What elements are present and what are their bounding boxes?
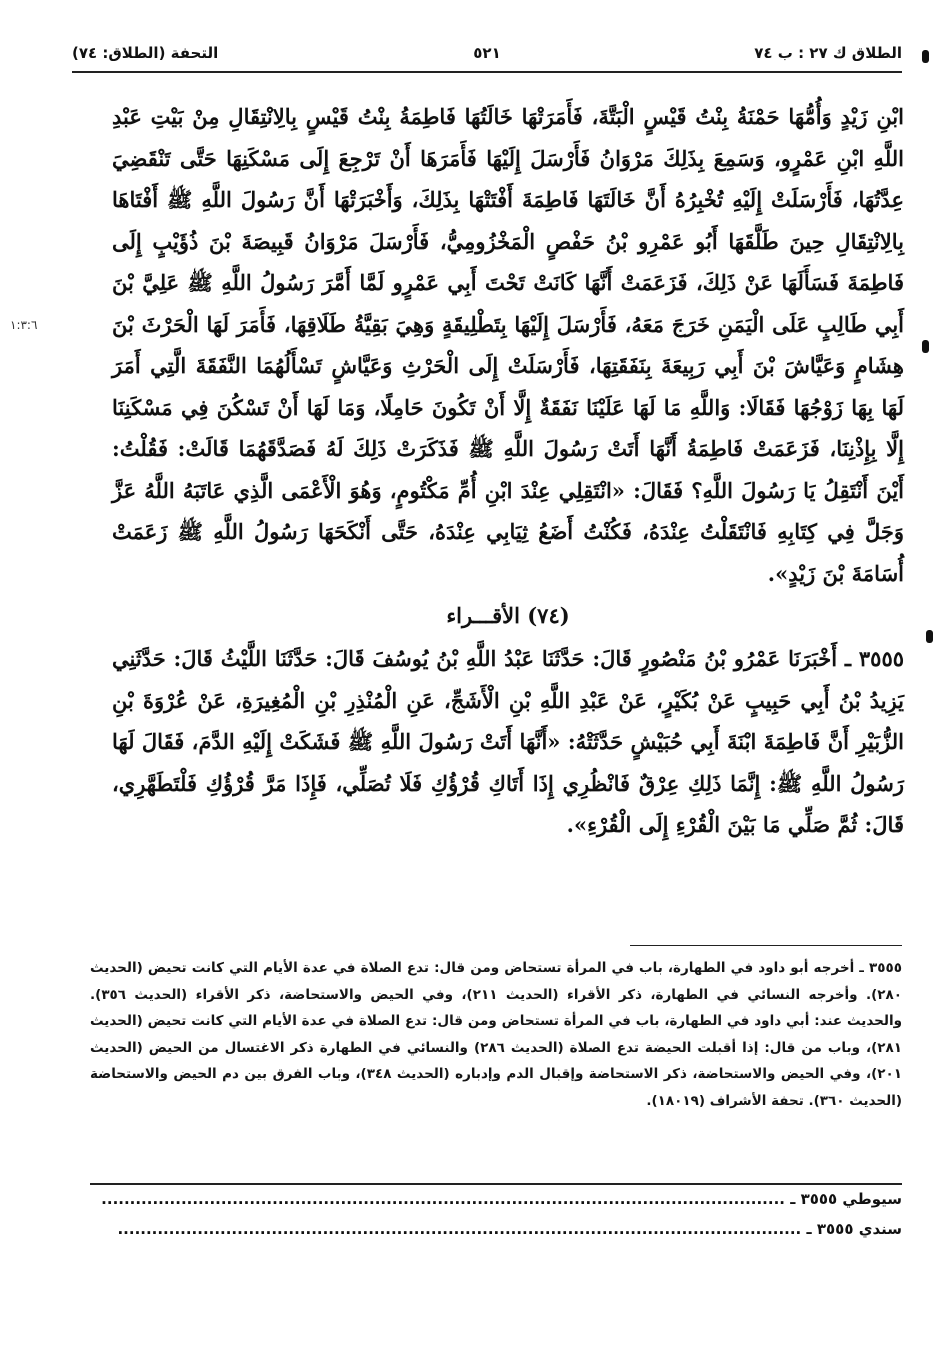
- footnote-divider: [630, 945, 902, 946]
- reference-line-sindi: [90, 1220, 902, 1244]
- binding-hole-mark: [926, 630, 933, 643]
- page-header: [72, 38, 902, 72]
- reference-dots: ........................................................................................................................: [101, 1190, 785, 1208]
- footnote: [90, 955, 902, 1114]
- header-divider: [72, 71, 902, 73]
- hadith-number: ٣٥٥٥ ـ: [844, 646, 905, 671]
- hadith-paragraph: [112, 638, 904, 846]
- header-chapter-ref: الطلاق ك ٢٧ : ب ٧٤: [754, 44, 902, 62]
- hadith-text: أَخْبَرَنَا عَمْرُو بْنُ مَنْصُورٍ قَالَ: حَدَّثَنَا عَبْدُ اللَّهِ بْنُ يُوسُفَ قَالَ: حَدَّثَنَا اللَّيْثُ قَالَ: حَدَّثَنِي يَزِيدُ بْنُ أَبِي حَبِيبٍ عَنْ بُكَيْرٍ، عَنْ عَبْدِ اللَّهِ بْنِ الْأَشَجِّ، عَنِ الْمُنْذِرِ بْنِ الْمُغِيرَةِ، عَنْ عُرْوَةَ بْنِ الزُّبَيْرِ أَنَّ فَاطِمَةَ ابْنَةَ أَبِي حُبَيْشٍ حَدَّثَتْهُ: «أَنَّهَا أَتَتْ رَسُولَ اللَّهِ ﷺ فَشَكَتْ إِلَيْهِ الدَّمَ، فَقَالَ لَهَا رَسُولُ اللَّهِ ﷺ: إِنَّمَا ذَلِكِ عِرْقٌ فَانْظُرِي إِذَا أَتَاكِ قُرْؤُكِ فَلَا تُصَلِّي، فَإِذَا مَرَّ قُرْؤُكِ فَلْتَطَهَّرِي، قَالَ: ثُمَّ صَلِّي مَا بَيْنَ الْقُرْءِ إِلَى الْقُرْءِ».: [112, 646, 904, 837]
- footnote-text: ٣٥٥٥ ـ أخرجه أبو داود في الطهارة، باب في المرأة تستحاض ومن قال: تدع الصلاة في عدة الأيام التي كانت تحيض (الحديث ٢٨٠). وأخرجه النسائي في الطهارة، ذكر الأقراء (الحديث ٢١١)، وفي الحيض والاستحاضة، ذكر الأقراء (الحديث ٣٥٦). والحديث عند: أبي داود في الطهارة، باب في المرأة تستحاض ومن قال: تدع الصلاة في عدة الأيام التي كانت تحيض (الحديث ٢٨١)، وباب من قال: إذا أقبلت الحيضة تدع الصلاة (الحديث ٢٨٦) والنسائي في الطهارة ذكر الاغتسال من الحيض (الحديث ٢٠١)، وفي الحيض والاستحاضة، ذكر الاستحاضة وإقبال الدم وإدباره (الحديث ٣٤٨)، وباب الفرق بين دم الحيض والاستحاضة (الحديث ٣٦٠). تحفة الأشراف (١٨٠١٩).: [90, 960, 902, 1109]
- narration-paragraph: ابْنِ زَيْدٍ وَأُمُّهَا حَمْنَةُ بِنْتُ قَيْسٍ الْبَتَّةَ، فَأَمَرَتْهَا خَالَتُهَا فَاطِمَةُ بِنْتُ قَيْسٍ بِالِانْتِقَالِ مِنْ بَيْتِ عَبْدِ اللَّهِ ابْنِ عَمْرٍو، وَسَمِعَ بِذَلِكَ مَرْوَانُ فَأَرْسَلَ إِلَيْهَا فَأَمَرَهَا أَنْ تَرْجِعَ إِلَى مَسْكَنِهَا حَتَّى تَنْقَضِيَ عِدَّتُهَا، فَأَرْسَلَتْ إِلَيْهِ تُخْبِرُهُ أَنَّ خَالَتَهَا فَاطِمَةَ أَفْتَتْهَا بِذَلِكَ، وَأَخْبَرَتْهَا أَنَّ رَسُولَ اللَّهِ ﷺ أَفْتَاهَا بِالِانْتِقَالِ حِينَ طَلَّقَهَا أَبُو عَمْرِو بْنُ حَفْصٍ الْمَخْزُومِيُّ، فَأَرْسَلَ مَرْوَانُ قَبِيصَةَ بْنَ ذُؤَيْبٍ إِلَى فَاطِمَةَ فَسَأَلَهَا عَنْ ذَلِكَ، فَزَعَمَتْ أَنَّهَا كَانَتْ تَحْتَ أَبِي عَمْرٍو لَمَّا أَمَّرَ رَسُولُ اللَّهِ ﷺ عَلِيَّ بْنَ أَبِي طَالِبٍ عَلَى الْيَمَنِ خَرَجَ مَعَهُ، فَأَرْسَلَ إِلَيْهَا بِتَطْلِيقَةٍ وَهِيَ بَقِيَّةُ طَلَاقِهَا، فَأَمَرَ لَهَا الْحَرْثَ بْنَ هِشَامٍ وَعَيَّاشَ بْنَ أَبِي رَبِيعَةَ بِنَفَقَتِهَا، فَأَرْسَلَتْ إِلَى الْحَرْثِ وَعَيَّاشٍ تَسْأَلُهُمَا النَّفَقَةَ الَّتِي أَمَرَ لَهَا بِهَا زَوْجُهَا فَقَالَا: وَاللَّهِ مَا لَهَا عَلَيْنَا نَفَقَةٌ إِلَّا أَنْ تَكُونَ حَامِلًا، وَمَا لَهَا أَنْ تَسْكُنَ فِي مَسْكَنِنَا إِلَّا بِإِذْنِنَا، فَزَعَمَتْ فَاطِمَةُ أَنَّهَا أَتَتْ رَسُولَ اللَّهِ ﷺ فَذَكَرَتْ ذَلِكَ لَهُ فَصَدَّقَهُمَا قَالَتْ: فَقُلْتُ: أَيْنَ أَنْتَقِلُ يَا رَسُولَ اللَّهِ؟ فَقَالَ: «انْتَقِلِي عِنْدَ ابْنِ أُمِّ مَكْتُومٍ، وَهُوَ الْأَعْمَى الَّذِي عَاتَبَهُ اللَّهُ عَزَّ وَجَلَّ فِي كِتَابِهِ فَانْتَقَلْتُ عِنْدَهُ، فَكُنْتُ أَضَعُ ثِيَابِي عِنْدَهُ، حَتَّى أَنْكَحَهَا رَسُولُ اللَّهِ ﷺ زَعَمَتْ أُسَامَةَ بْنَ زَيْدٍ».: [112, 104, 904, 586]
- chapter-heading: (٧٤) الأقـــراء: [446, 603, 570, 628]
- page-number: ٥٢١: [473, 44, 501, 62]
- main-text: [112, 96, 904, 846]
- margin-note: ١:٣:٦: [10, 318, 38, 332]
- reference-label: سندي ٣٥٥٥ ـ: [806, 1220, 902, 1238]
- reference-divider: [90, 1183, 902, 1185]
- reference-line-suyuti: [90, 1190, 902, 1214]
- binding-hole-mark: [922, 340, 929, 353]
- reference-dots: ........................................................................................................................: [117, 1220, 802, 1238]
- reference-label: سيوطي ٣٥٥٥ ـ: [790, 1190, 902, 1208]
- header-tuhfa-ref: التحفة (الطلاق: ٧٤): [72, 44, 219, 62]
- binding-hole-mark: [922, 50, 929, 63]
